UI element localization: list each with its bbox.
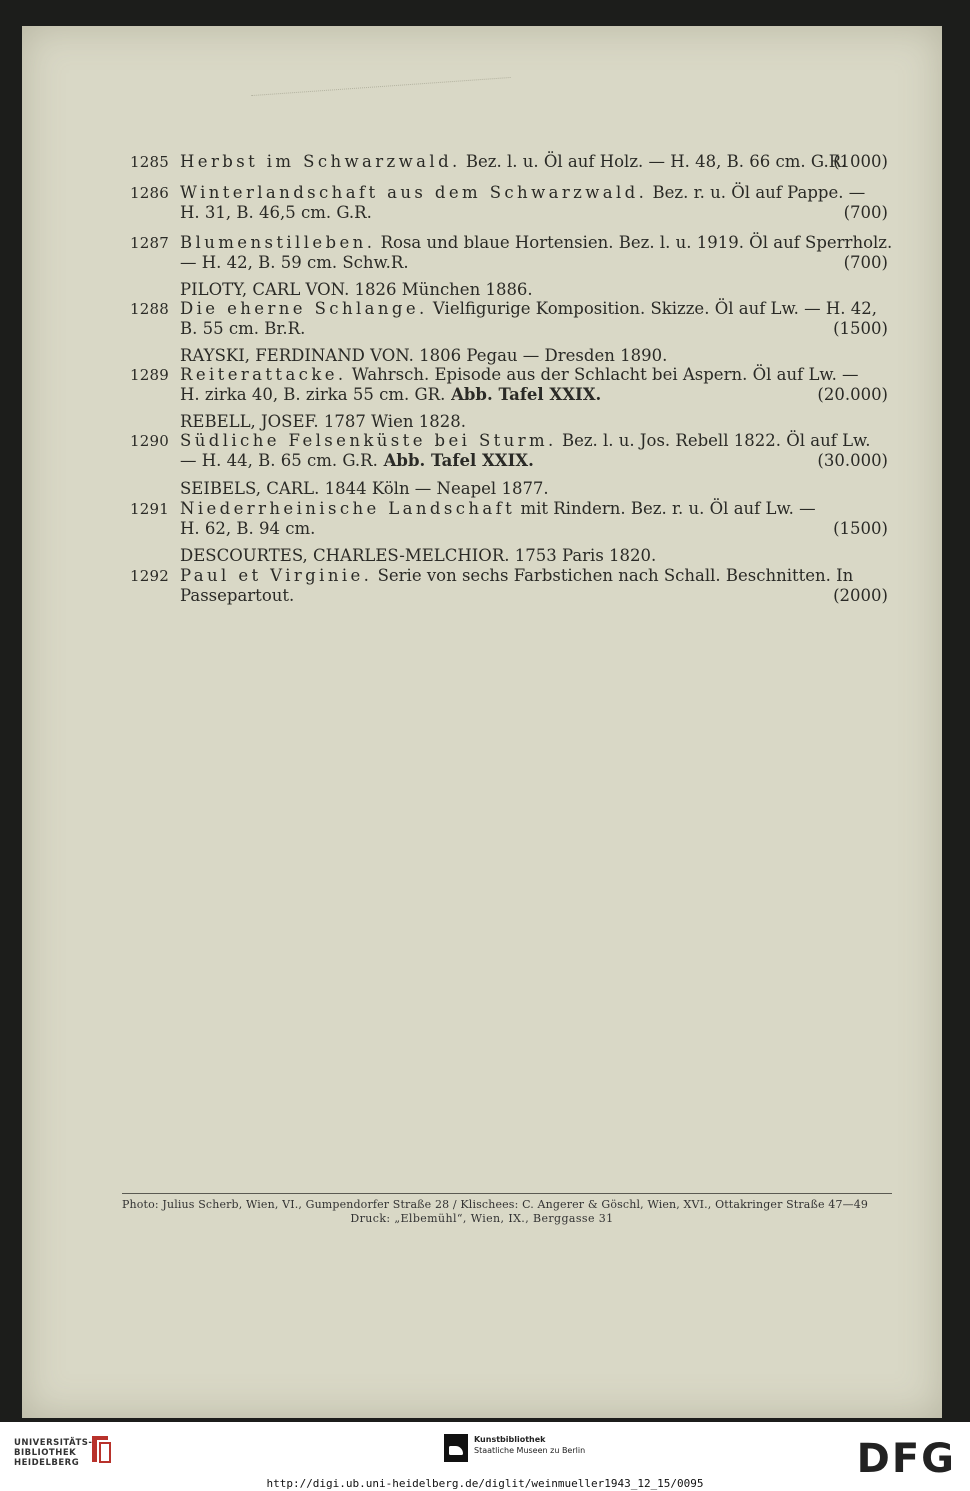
artist-heading: RAYSKI, FERDINAND VON. 1806 Pegau — Dresden 1890. (180, 346, 668, 365)
kunstbibliothek-label: Kunstbibliothek (474, 1435, 546, 1444)
entry-line (180, 299, 890, 319)
dfg-logo[interactable]: DFG (856, 1436, 956, 1482)
artwork-title: Niederrheinische Landschaft (180, 499, 516, 518)
artist-heading: SEIBELS, CARL. 1844 Köln — Neapel 1877. (180, 479, 549, 498)
artwork-dimensions: — H. 44, B. 65 cm. G.R. (180, 451, 378, 470)
artwork-title: Reiterattacke. (180, 365, 347, 384)
printer-credits: Photo: Julius Scherb, Wien, VI., Gumpendorfer Straße 28 / Klischees: C. Angerer & Göschl, Wien, XVI., Ottakringer Straße 47—49 (122, 1198, 869, 1211)
university-seal-icon (88, 1432, 114, 1466)
artwork-details: Serie von sechs Farbstichen nach Schall. Beschnitten. In (372, 566, 854, 585)
lot-number: 1289 (130, 366, 169, 384)
lot-number: 1287 (130, 234, 169, 252)
estimate-price: (1000) (833, 152, 888, 171)
artist-heading: DESCOURTES, CHARLES-MELCHIOR. 1753 Paris 1820. (180, 546, 657, 565)
entry-line (180, 365, 890, 385)
artwork-dimensions: H. 31, B. 46,5 cm. G.R. (180, 203, 372, 222)
artwork-dimensions: Passepartout. (180, 586, 295, 605)
artwork-details: Vielfigurige Komposition. Skizze. Öl auf Lw. — H. 42, (427, 299, 878, 318)
museen-label: Staatliche Museen zu Berlin (474, 1446, 586, 1455)
entry-line (180, 566, 890, 586)
entry-line (180, 183, 890, 203)
logo-text-line: UNIVERSITÄTS- (14, 1438, 93, 1448)
estimate-price: (1500) (833, 519, 888, 538)
lot-number: 1292 (130, 567, 169, 585)
entry-line (180, 152, 890, 172)
artwork-title: Winterlandschaft aus dem Schwarzwald. (180, 183, 648, 202)
entry-line (180, 519, 890, 539)
artwork-title: Paul et Virginie. (180, 566, 373, 585)
entry-line (180, 253, 890, 273)
plate-reference: Abb. Tafel XXIX. (377, 451, 534, 470)
estimate-price: (1500) (833, 319, 888, 338)
artwork-title: Die eherne Schlange. (180, 299, 428, 318)
artwork-details: Bez. l. u. Jos. Rebell 1822. Öl auf Lw. (556, 431, 871, 450)
pencil-mark (251, 77, 513, 126)
lot-number: 1288 (130, 300, 169, 318)
artist-heading: PILOTY, CARL VON. 1826 München 1886. (180, 280, 533, 299)
artist-heading: REBELL, JOSEF. 1787 Wien 1828. (180, 412, 466, 431)
lot-number: 1291 (130, 500, 169, 518)
entry-line (180, 385, 890, 405)
lot-number: 1285 (130, 153, 169, 171)
artwork-dimensions: B. 55 cm. Br.R. (180, 319, 306, 338)
artwork-details: Rosa und blaue Hortensien. Bez. l. u. 1919. Öl auf Sperrholz. (375, 233, 893, 252)
entry-line (180, 586, 890, 606)
artwork-dimensions: H. 62, B. 94 cm. (180, 519, 316, 538)
kunstbibliothek-logo[interactable] (474, 1434, 585, 1456)
entry-line (180, 499, 890, 519)
lot-number: 1286 (130, 184, 169, 202)
lot-number: 1290 (130, 432, 169, 450)
entry-line (180, 203, 890, 223)
entry-line (180, 233, 893, 253)
kunstbibliothek-icon (444, 1434, 468, 1462)
entry-line (180, 319, 890, 339)
permalink-url[interactable]: http://digi.ub.uni-heidelberg.de/diglit/weinmueller1943_12_15/0095 (266, 1477, 704, 1490)
artwork-dimensions: — H. 42, B. 59 cm. Schw.R. (180, 253, 409, 272)
artwork-details: Bez. l. u. Öl auf Holz. — H. 48, B. 66 cm. G.R. (460, 152, 847, 171)
plate-reference: Abb. Tafel XXIX. (445, 385, 602, 404)
artwork-details: Bez. r. u. Öl auf Pappe. — (647, 183, 866, 202)
estimate-price: (700) (843, 253, 888, 272)
artwork-dimensions: H. zirka 40, B. zirka 55 cm. GR. (180, 385, 446, 404)
artwork-title: Blumenstilleben. (180, 233, 376, 252)
estimate-price: (20.000) (817, 385, 888, 404)
logo-text-line: BIBLIOTHEK (14, 1448, 77, 1458)
printer-address: Druck: „Elbemühl“, Wien, IX., Berggasse 31 (350, 1212, 614, 1225)
university-library-logo[interactable] (14, 1438, 92, 1468)
artwork-title: Südliche Felsenküste bei Sturm. (180, 431, 557, 450)
logo-text-line: HEIDELBERG (14, 1458, 80, 1468)
entry-line (180, 431, 890, 451)
estimate-price: (30.000) (817, 451, 888, 470)
estimate-price: (700) (843, 203, 888, 222)
estimate-price: (2000) (833, 586, 888, 605)
footer-divider (122, 1193, 892, 1194)
artwork-title: Herbst im Schwarzwald. (180, 152, 461, 171)
catalog-page (22, 26, 942, 1418)
artwork-details: Wahrsch. Episode aus der Schlacht bei Aspern. Öl auf Lw. — (346, 365, 859, 384)
entry-line (180, 451, 890, 471)
artwork-details: mit Rindern. Bez. r. u. Öl auf Lw. — (515, 499, 816, 518)
